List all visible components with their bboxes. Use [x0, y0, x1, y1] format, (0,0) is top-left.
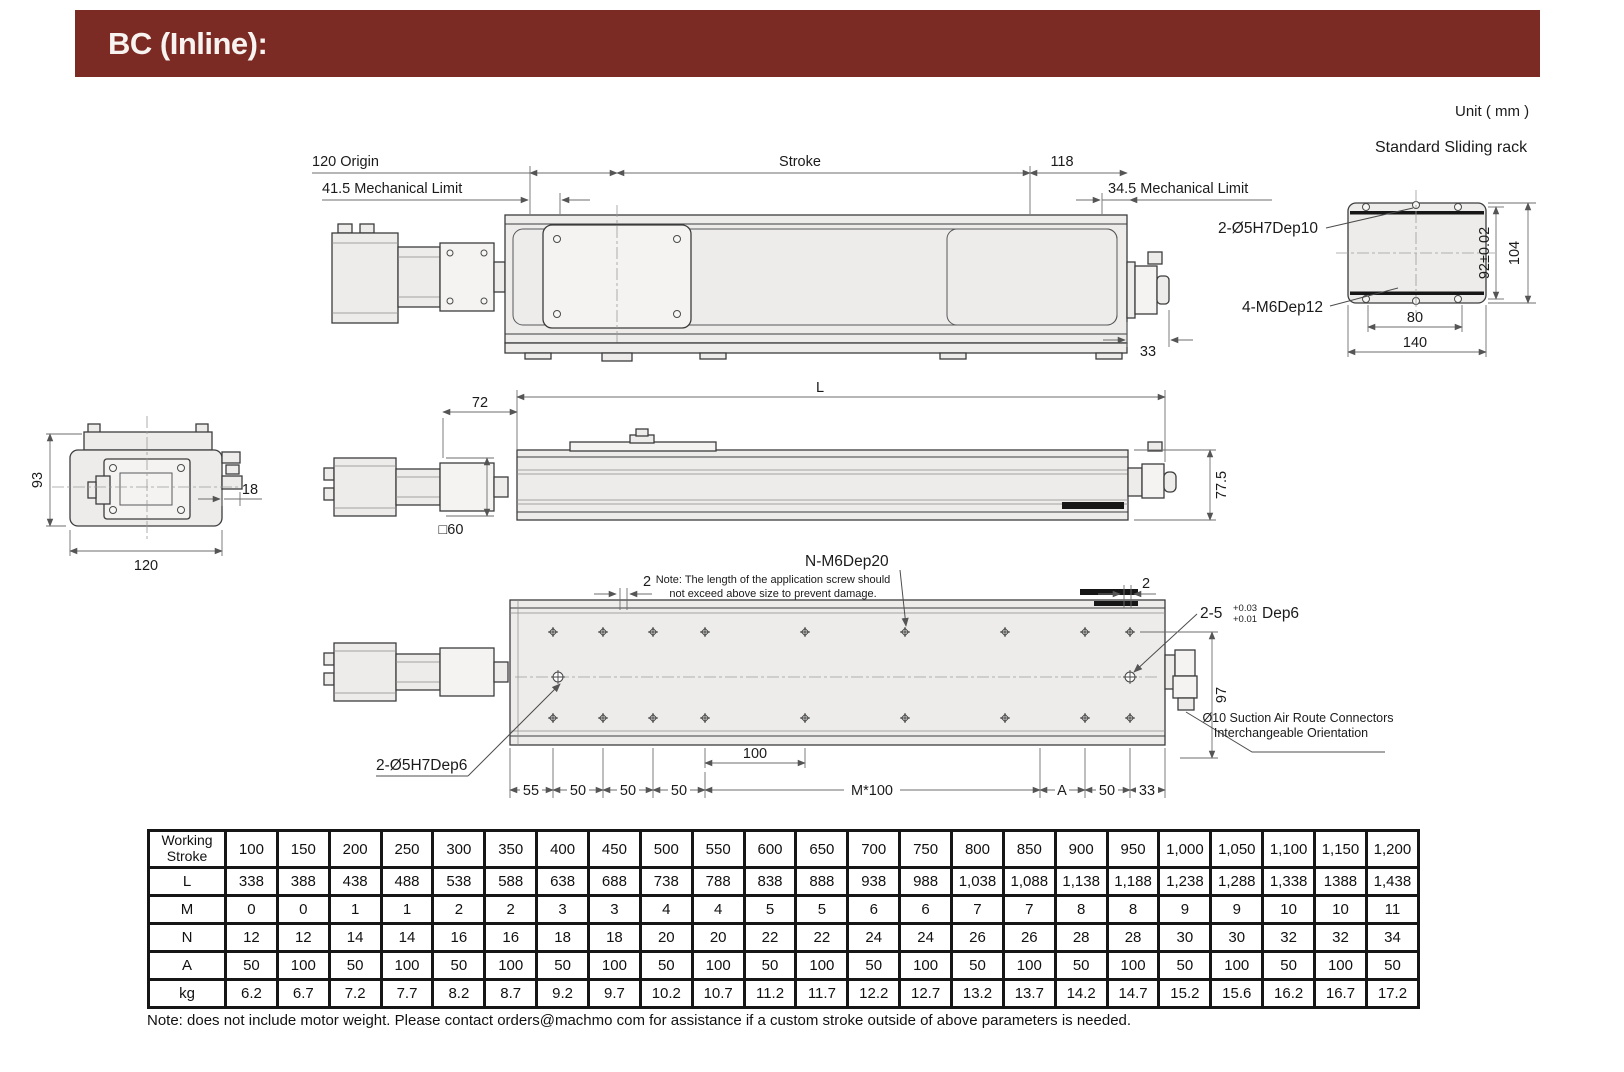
footer-note: Note: does not include motor weight. Please contact orders@machmo com for assistance if a custom stroke outside of above parameters is needed.	[147, 1012, 1132, 1029]
row-label: N	[149, 924, 226, 952]
unit-label: Unit ( mm )	[1455, 103, 1530, 120]
table-cell: 3	[537, 896, 589, 924]
table-cell: 28	[1055, 924, 1107, 952]
table-cell: 4	[692, 896, 744, 924]
table-cell: 100	[692, 952, 744, 980]
table-cell: 100	[796, 952, 848, 980]
table-cell: 16	[433, 924, 485, 952]
table-cell: 950	[1107, 831, 1159, 868]
table-cell: 988	[900, 868, 952, 896]
row-label: kg	[149, 980, 226, 1008]
table-cell: 7.7	[381, 980, 433, 1008]
table-cell: 10.7	[692, 980, 744, 1008]
callout-2-o5h7dep10: 2-Ø5H7Dep10	[1218, 220, 1318, 237]
dim-square60: □60	[438, 522, 464, 538]
table-cell: 32	[1315, 924, 1367, 952]
table-cell: 10	[1315, 896, 1367, 924]
table-cell: 50	[640, 952, 692, 980]
dim-120-origin: 120 Origin	[312, 154, 379, 170]
table-cell: 800	[952, 831, 1004, 868]
table-row	[149, 924, 1419, 952]
top-plan-view	[324, 553, 1394, 799]
table-cell: 1,188	[1107, 868, 1159, 896]
table-cell: 738	[640, 868, 692, 896]
table-row	[149, 952, 1419, 980]
callout-2-o5h7dep6: 2-Ø5H7Dep6	[376, 757, 468, 774]
table-cell: 12	[277, 924, 329, 952]
row-label: A	[149, 952, 226, 980]
table-cell: 850	[1003, 831, 1055, 868]
table-cell: 8	[1107, 896, 1159, 924]
table-cell: 50	[848, 952, 900, 980]
table-cell: 16	[485, 924, 537, 952]
dim-80: 80	[1406, 310, 1424, 326]
table-cell: 34	[1366, 924, 1418, 952]
table-cell: 9.7	[589, 980, 641, 1008]
table-cell: 6	[848, 896, 900, 924]
dim-72: 72	[471, 395, 489, 411]
dim-50a: 50	[569, 783, 587, 799]
table-cell: 18	[589, 924, 641, 952]
dim-A: A	[1057, 783, 1067, 799]
dim-50c: 50	[670, 783, 688, 799]
table-cell: 1,288	[1211, 868, 1263, 896]
table-cell: 22	[796, 924, 848, 952]
dim-93: 93	[30, 471, 46, 489]
row-label: M	[149, 896, 226, 924]
dim-m100: M*100	[851, 783, 893, 799]
table-cell: 13.2	[952, 980, 1004, 1008]
end-view-left	[30, 416, 262, 574]
table-cell: 12.7	[900, 980, 952, 1008]
table-cell: 18	[537, 924, 589, 952]
table-cell: 14	[329, 924, 381, 952]
table-cell: 588	[485, 868, 537, 896]
table-cell: 8.7	[485, 980, 537, 1008]
row-label: Working Stroke	[149, 831, 226, 868]
table-cell: 350	[485, 831, 537, 868]
dim-stroke: Stroke	[779, 154, 821, 170]
profile-view	[324, 380, 1230, 538]
table-cell: 100	[1107, 952, 1159, 980]
table-cell: 700	[848, 831, 900, 868]
table-cell: 3	[589, 896, 641, 924]
dim-33: 33	[1139, 344, 1157, 360]
section-header-bar	[75, 10, 1540, 77]
table-cell: 50	[1055, 952, 1107, 980]
table-cell: 22	[744, 924, 796, 952]
dim-92: 92±0.02	[1477, 226, 1493, 280]
table-cell: 50	[1366, 952, 1418, 980]
table-cell: 50	[1263, 952, 1315, 980]
table-cell: 1,038	[952, 868, 1004, 896]
table-cell: 28	[1107, 924, 1159, 952]
table-cell: 1,200	[1366, 831, 1418, 868]
callout-2-5-dep6: 2-5	[1200, 605, 1223, 622]
table-cell: 16.7	[1315, 980, 1367, 1008]
table-cell: 5	[744, 896, 796, 924]
table-cell: 6.7	[277, 980, 329, 1008]
table-cell: 888	[796, 868, 848, 896]
table-cell: 1,088	[1003, 868, 1055, 896]
table-cell: 30	[1159, 924, 1211, 952]
table-cell: 20	[640, 924, 692, 952]
table-cell: 17.2	[1366, 980, 1418, 1008]
table-cell: 11.2	[744, 980, 796, 1008]
table-cell: 1,000	[1159, 831, 1211, 868]
table-cell: 450	[589, 831, 641, 868]
table-cell: 20	[692, 924, 744, 952]
table-cell: 7	[1003, 896, 1055, 924]
table-cell: 4	[640, 896, 692, 924]
table-cell: 400	[537, 831, 589, 868]
table-cell: 338	[226, 868, 278, 896]
table-cell: 688	[589, 868, 641, 896]
table-cell: 10.2	[640, 980, 692, 1008]
table-cell: 638	[537, 868, 589, 896]
table-cell: 100	[589, 952, 641, 980]
table-cell: 150	[277, 831, 329, 868]
table-cell: 6	[900, 896, 952, 924]
table-cell: 100	[1211, 952, 1263, 980]
technical-drawing	[0, 85, 1624, 825]
table-cell: 100	[1003, 952, 1055, 980]
dim-775: 77.5	[1214, 470, 1230, 500]
table-cell: 16.2	[1263, 980, 1315, 1008]
table-cell: 11	[1366, 896, 1418, 924]
table-cell: 9	[1159, 896, 1211, 924]
table-cell: 1,138	[1055, 868, 1107, 896]
table-cell: 1,238	[1159, 868, 1211, 896]
dim-104: 104	[1507, 240, 1523, 266]
table-cell: 750	[900, 831, 952, 868]
dim-18: 18	[241, 482, 259, 498]
table-cell: 550	[692, 831, 744, 868]
callout-n-m6dep20: N-M6Dep20	[805, 553, 889, 570]
table-cell: 9.2	[537, 980, 589, 1008]
table-cell: 26	[1003, 924, 1055, 952]
table-cell: 100	[485, 952, 537, 980]
table-cell: 788	[692, 868, 744, 896]
table-cell: 100	[900, 952, 952, 980]
table-cell: 50	[952, 952, 1004, 980]
page-title: BC (Inline):	[108, 25, 268, 61]
table-cell: 250	[381, 831, 433, 868]
dim-415-mech-limit: 41.5 Mechanical Limit	[322, 181, 463, 197]
table-cell: 100	[381, 952, 433, 980]
screw-note-line2: not exceed above size to prevent damage.	[669, 588, 877, 600]
table-cell: 24	[848, 924, 900, 952]
table-row	[149, 868, 1419, 896]
dim-50d: 50	[1098, 783, 1116, 799]
spec-table	[147, 829, 1420, 1009]
table-cell: 1	[381, 896, 433, 924]
table-cell: 13.7	[1003, 980, 1055, 1008]
table-cell: 0	[226, 896, 278, 924]
table-cell: 200	[329, 831, 381, 868]
dim-120: 120	[133, 558, 159, 574]
tolerance-lower: +0.01	[1233, 614, 1258, 625]
table-cell: 30	[1211, 924, 1263, 952]
air-connector-note-line1: Ø10 Suction Air Route Connectors	[1202, 711, 1394, 725]
table-cell: 12.2	[848, 980, 900, 1008]
table-cell: 438	[329, 868, 381, 896]
dim-33b: 33	[1138, 783, 1156, 799]
table-cell: 1,150	[1315, 831, 1367, 868]
dim-140: 140	[1402, 335, 1428, 351]
dim-2-left: 2	[643, 574, 652, 590]
spec-table-body	[149, 831, 1419, 1008]
screw-note-line1: Note: The length of the application screw should	[655, 574, 891, 586]
dim-2-right: 2	[1142, 576, 1151, 592]
table-cell: 14	[381, 924, 433, 952]
table-cell: 2	[433, 896, 485, 924]
dim-118: 118	[1050, 154, 1074, 170]
table-cell: 650	[796, 831, 848, 868]
table-cell: 100	[1315, 952, 1367, 980]
table-cell: 838	[744, 868, 796, 896]
dim-50b: 50	[619, 783, 637, 799]
table-cell: 15.6	[1211, 980, 1263, 1008]
table-cell: 10	[1263, 896, 1315, 924]
table-cell: 1	[329, 896, 381, 924]
table-cell: 100	[277, 952, 329, 980]
table-cell: 900	[1055, 831, 1107, 868]
table-cell: 938	[848, 868, 900, 896]
callout-dep6-suffix: Dep6	[1262, 605, 1300, 622]
dim-100: 100	[742, 746, 768, 762]
end-view-right	[1218, 190, 1536, 357]
table-cell: 1,438	[1366, 868, 1418, 896]
table-cell: 8.2	[433, 980, 485, 1008]
table-cell: 6.2	[226, 980, 278, 1008]
table-cell: 9	[1211, 896, 1263, 924]
table-row	[149, 831, 1419, 868]
table-cell: 50	[744, 952, 796, 980]
table-cell: 538	[433, 868, 485, 896]
tolerance-upper: +0.03	[1233, 603, 1258, 614]
table-cell: 50	[433, 952, 485, 980]
table-cell: 50	[226, 952, 278, 980]
callout-4-m6dep12: 4-M6Dep12	[1242, 299, 1323, 316]
air-connector-note-line2: Interchangeable Orientation	[1213, 726, 1369, 740]
table-cell: 7	[952, 896, 1004, 924]
row-label: L	[149, 868, 226, 896]
table-cell: 1,100	[1263, 831, 1315, 868]
view-variant-label: Standard Sliding rack	[1375, 139, 1528, 156]
table-cell: 488	[381, 868, 433, 896]
dim-L: L	[815, 380, 825, 396]
side-elevation-view	[312, 154, 1272, 361]
table-cell: 11.7	[796, 980, 848, 1008]
table-cell: 1,338	[1263, 868, 1315, 896]
table-row	[149, 896, 1419, 924]
table-cell: 50	[1159, 952, 1211, 980]
table-cell: 26	[952, 924, 1004, 952]
table-cell: 300	[433, 831, 485, 868]
table-cell: 50	[537, 952, 589, 980]
table-cell: 2	[485, 896, 537, 924]
table-cell: 50	[329, 952, 381, 980]
dim-345-mech-limit: 34.5 Mechanical Limit	[1108, 181, 1249, 197]
table-cell: 0	[277, 896, 329, 924]
table-cell: 12	[226, 924, 278, 952]
dim-55: 55	[522, 783, 540, 799]
table-cell: 7.2	[329, 980, 381, 1008]
table-cell: 24	[900, 924, 952, 952]
table-cell: 500	[640, 831, 692, 868]
table-cell: 1388	[1315, 868, 1367, 896]
table-cell: 15.2	[1159, 980, 1211, 1008]
table-cell: 5	[796, 896, 848, 924]
table-cell: 14.7	[1107, 980, 1159, 1008]
table-cell: 32	[1263, 924, 1315, 952]
dim-97: 97	[1214, 686, 1230, 704]
table-cell: 14.2	[1055, 980, 1107, 1008]
table-cell: 600	[744, 831, 796, 868]
table-cell: 100	[226, 831, 278, 868]
table-cell: 8	[1055, 896, 1107, 924]
table-cell: 1,050	[1211, 831, 1263, 868]
table-row	[149, 980, 1419, 1008]
table-cell: 388	[277, 868, 329, 896]
